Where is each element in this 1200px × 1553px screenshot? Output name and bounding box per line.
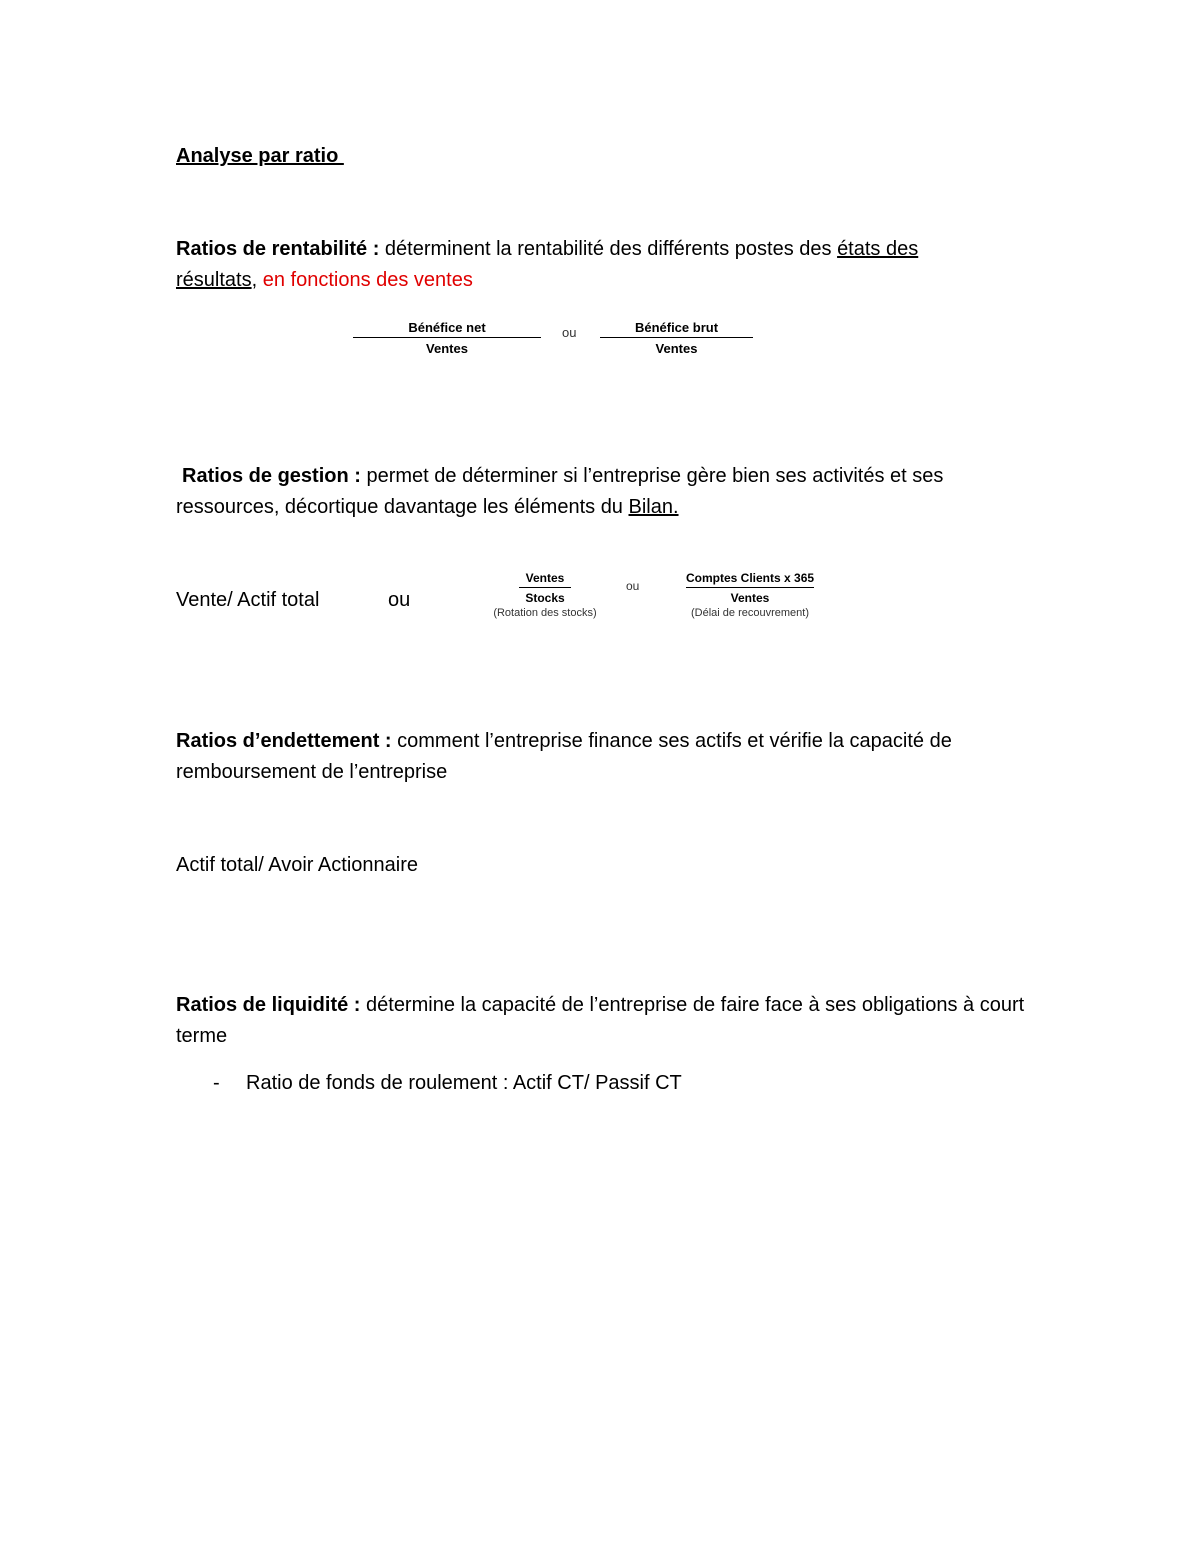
liquidite-label: Ratios de liquidité : [176, 994, 361, 1016]
fraction-denominator: Ventes [730, 591, 770, 605]
rentabilite-label: Ratios de rentabilité : [176, 238, 380, 260]
fraction-numerator: Comptes Clients x 365 [686, 571, 814, 588]
rentabilite-comma: , [251, 269, 258, 291]
rentabilite-paragraph [176, 234, 996, 296]
list-bullet: - [213, 1072, 220, 1094]
fraction-caption: (Rotation des stocks) [493, 607, 597, 619]
liquidite-paragraph [176, 990, 1036, 1052]
fraction-denominator: Stocks [525, 591, 565, 605]
endettement-text: comment l’entreprise finance ses actifs et vérifie la capacité de remboursement de l’entreprise [176, 730, 952, 783]
etats-resultats-link: états des résultats [176, 238, 919, 291]
list-item: Ratio de fonds de roulement : Actif CT/ Passif CT [246, 1072, 682, 1094]
fraction-numerator: Ventes [519, 571, 571, 588]
fraction-delai-recouvrement [680, 571, 820, 619]
gestion-text: permet de déterminer si l’entreprise gère bien ses activités et ses ressources, décortique davantage les éléments du [176, 465, 944, 518]
page-title: Analyse par ratio [176, 145, 344, 167]
endettement-label: Ratios d’endettement : [176, 730, 392, 752]
liquidite-text: détermine la capacité de l’entreprise de faire face à ses obligations à court terme [176, 994, 1025, 1047]
gestion-paragraph [176, 461, 1006, 523]
rentabilite-text: déterminent la rentabilité des différents postes des [379, 238, 838, 260]
fraction-denominator: Ventes [426, 341, 468, 356]
endettement-formula: Actif total/ Avoir Actionnaire [176, 854, 418, 876]
fraction-benefice-brut [600, 320, 753, 356]
ou-separator: ou [388, 589, 411, 611]
fraction-rotation-stocks [486, 571, 604, 619]
fraction-numerator: Bénéfice brut [600, 320, 753, 338]
fraction-denominator: Ventes [655, 341, 698, 356]
ou-separator-small: ou [626, 579, 640, 593]
rentabilite-red-text: en fonctions des ventes [257, 269, 473, 291]
gestion-formula: Vente/ Actif total [176, 589, 320, 611]
fraction-numerator: Bénéfice net [353, 320, 541, 338]
fraction-benefice-net [353, 320, 541, 356]
gestion-label: Ratios de gestion : [182, 465, 361, 487]
ou-separator: ou [562, 325, 577, 340]
endettement-paragraph [176, 726, 1016, 788]
fraction-caption: (Délai de recouvrement) [691, 607, 809, 619]
bilan-link: Bilan. [628, 496, 679, 518]
